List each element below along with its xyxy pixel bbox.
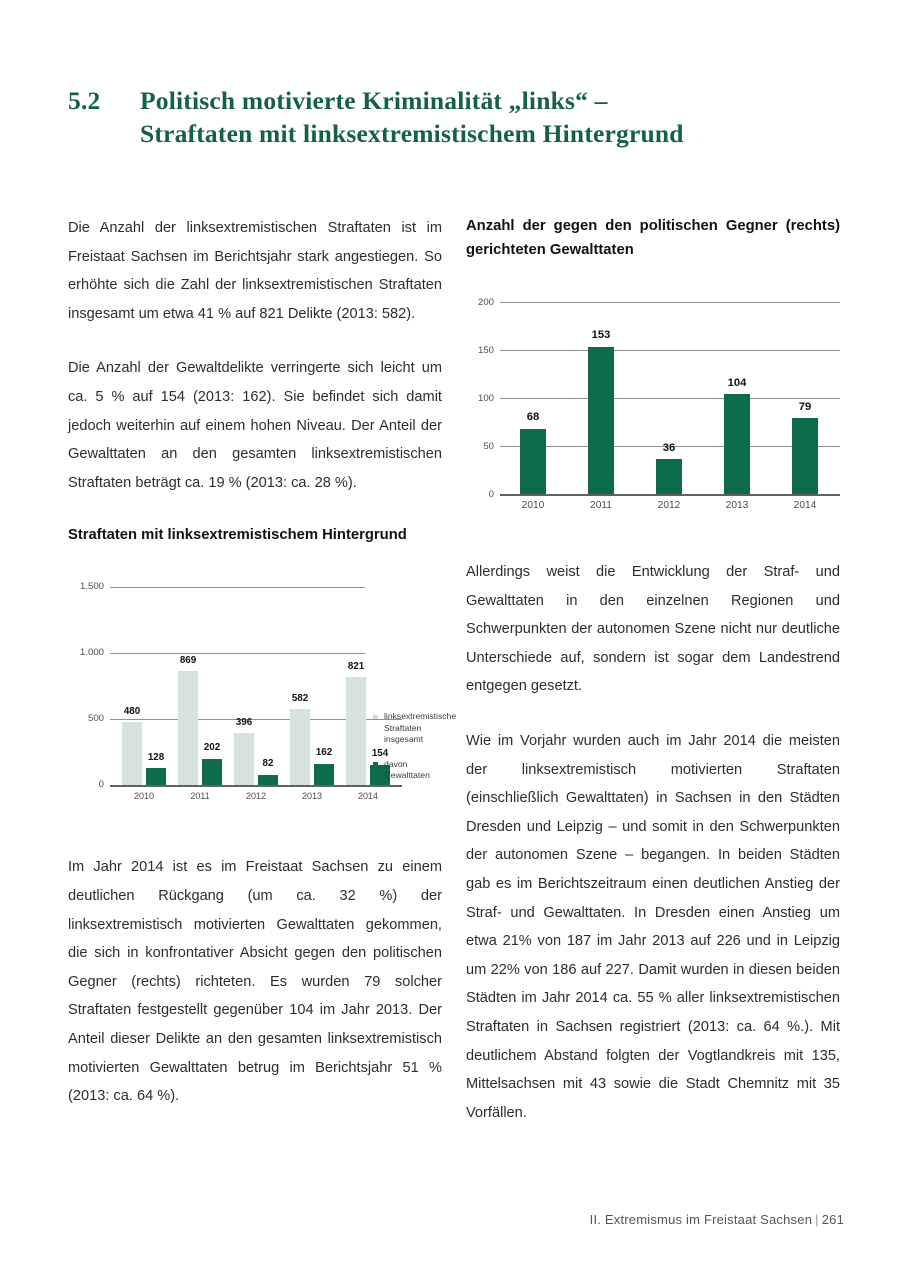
gridline-1500	[110, 587, 365, 588]
x-axis-tick-2012: 2012	[657, 500, 681, 511]
bar-label-dark-2010: 128	[147, 752, 165, 764]
bar-2012	[656, 459, 682, 494]
chart-straftaten-linksextremistisch	[68, 575, 457, 827]
y-axis-tick-1500: 1.500	[79, 581, 104, 593]
page-footer	[590, 1212, 844, 1227]
bar-label-light-2014: 821	[347, 661, 365, 673]
section-title-line-1: Politisch motivierte Kriminalität „links“ –	[140, 86, 608, 115]
bar-label-light-2010: 480	[123, 706, 141, 718]
bar-label-light-2013: 582	[291, 693, 309, 705]
bar-label-2010: 68	[526, 411, 540, 423]
bar-dark-2010	[146, 768, 166, 785]
right-chart-heading: Anzahl der gegen den politischen Gegner (rechts) gerichteten Gewalttaten	[466, 218, 840, 258]
right-column	[466, 214, 840, 1127]
axis-baseline	[110, 785, 402, 787]
section-title-line-2: Straftaten mit linksextremistischem Hintergrund	[140, 119, 684, 148]
bar-label-2014: 79	[798, 401, 812, 413]
bar-label-dark-2011: 202	[203, 742, 221, 754]
bar-dark-2013	[314, 764, 334, 785]
y-axis-tick-200: 200	[477, 297, 494, 308]
legend-item-straftaten-insgesamt	[373, 711, 457, 745]
y-axis-tick-100: 100	[477, 393, 494, 404]
left-column	[68, 214, 457, 1111]
footer-page-number: 261	[821, 1212, 844, 1227]
bar-light-2014	[346, 677, 366, 785]
bar-label-dark-2014: 154	[371, 748, 389, 760]
gridline-200	[500, 302, 840, 303]
y-axis-tick-1000: 1.000	[79, 647, 104, 659]
x-axis-tick-2010: 2010	[521, 500, 545, 511]
x-axis-tick-2010: 2010	[133, 791, 155, 802]
legend-item-gewalttaten	[373, 759, 447, 782]
chart-gewalttaten-gegen-rechts	[466, 284, 840, 534]
legend-label-straftaten-insgesamt: linksextremistische Straftaten insgesamt	[384, 711, 457, 745]
x-axis-tick-2013: 2013	[301, 791, 323, 802]
bar-2013	[724, 394, 750, 494]
right-paragraph-2: Wie im Vorjahr wurden auch im Jahr 2014 die meisten der linksextremistisch motivierten Straftaten (einschließlich Gewalttaten) in Sachsen in den Städten Dresden und Leipzig – und somit in den Schwerpunkten der autonomen Szene – begangen. In beiden Städten gab es im Berichtszeitraum einen deutlichen Anstieg der Straf- und Gewalttaten. In Dresden einen Anstieg um etwa 21% von 187 im Jahr 2013 auf 226 und in Leipzig um 22% von 186 auf 227. Damit wurden in diesen beiden Städten im Jahr 2014 ca. 55 % aller linksextremistischen Straftaten in Sachsen registriert (2013: ca. 64 %.). Mit deutlichem Abstand folgten der Vogtlandkreis mit 135, Mittelsachsen mit 43 sowie die Stadt Chemnitz mit 35 Vorfällen.	[466, 732, 840, 1121]
bar-label-dark-2012: 82	[262, 758, 274, 770]
bar-label-2012: 36	[662, 442, 676, 454]
x-axis-tick-2011: 2011	[590, 500, 612, 511]
y-axis-tick-0: 0	[98, 779, 104, 791]
axis-baseline	[500, 494, 840, 496]
x-axis-tick-2014: 2014	[793, 500, 817, 511]
legend-swatch-icon-light	[373, 715, 378, 720]
chart-legend	[373, 711, 457, 794]
bar-label-dark-2013: 162	[315, 747, 333, 759]
left-paragraph-1: Die Anzahl der linksextremistischen Straftaten ist im Freistaat Sachsen im Berichtsjahr stark angestiegen. So erhöhte sich die Zahl der linksextremistischen Straftaten insgesamt um etwa 41 % auf 821 Delikte (2013: 582).	[68, 220, 442, 322]
footer-separator: |	[815, 1212, 819, 1227]
bar-light-2011	[178, 671, 198, 786]
x-axis-tick-2013: 2013	[725, 500, 749, 511]
x-axis-tick-2014: 2014	[357, 791, 379, 802]
bar-label-light-2012: 396	[235, 717, 253, 729]
gridline-100	[500, 398, 840, 399]
bar-label-light-2011: 869	[179, 655, 197, 667]
left-chart-heading: Straftaten mit linksextremistischem Hintergrund	[68, 527, 407, 544]
footer-chapter-label: II. Extremismus im Freistaat Sachsen	[589, 1212, 813, 1227]
bar-dark-2011	[202, 759, 222, 786]
bar-2010	[520, 429, 546, 494]
y-axis-tick-50: 50	[483, 441, 494, 452]
y-axis-tick-150: 150	[477, 345, 494, 356]
left-paragraph-2: Die Anzahl der Gewaltdelikte verringerte sich leicht um ca. 5 % auf 154 (2013: 162). Sie befindet sich damit jedoch weiterhin auf einem hohen Niveau. Der Anteil der Gewalttaten an den gesamten linksextremistischen Straftaten beträgt ca. 19 % (2013: ca. 28 %).	[68, 360, 442, 491]
bar-label-2013: 104	[727, 377, 747, 389]
x-axis-tick-2012: 2012	[245, 791, 267, 802]
page-title	[68, 84, 848, 150]
right-paragraph-1: Allerdings weist die Entwicklung der Straf- und Gewalttaten in den einzelnen Regionen und Schwerpunkten der autonomen Szene nicht nur deutliche Unterschiede auf, sondern ist sogar dem Landestrend entgegen gesetzt.	[466, 564, 840, 695]
bar-label-2011: 153	[591, 329, 611, 341]
legend-label-gewalttaten: davon Gewalttaten	[384, 758, 430, 780]
legend-swatch-icon-dark	[373, 762, 378, 767]
gridline-1000	[110, 653, 365, 654]
y-axis-tick-0: 0	[488, 489, 494, 500]
section-number: 5.2	[68, 86, 101, 115]
bar-2011	[588, 347, 614, 494]
left-paragraph-3: Im Jahr 2014 ist es im Freistaat Sachsen zu einem deutlichen Rückgang (um ca. 32 %) der linksextremistisch motivierten Gewalttaten gekommen, die sich in konfrontativer Absicht gegen den politischen Gegner (rechts) richteten. Es wurden 79 solcher Straftaten festgestellt gegenüber 104 im Jahr 2013. Der Anteil dieser Delikte an den gesamten linksextremistisch motivierten Gewalttaten betrug im Berichtsjahr 51 % (2013: ca. 64 %).	[68, 859, 442, 1105]
x-axis-tick-2011: 2011	[190, 791, 210, 802]
bar-dark-2012	[258, 775, 278, 786]
bar-2014	[792, 418, 818, 494]
y-axis-tick-500: 500	[87, 713, 104, 725]
gridline-150	[500, 350, 840, 351]
